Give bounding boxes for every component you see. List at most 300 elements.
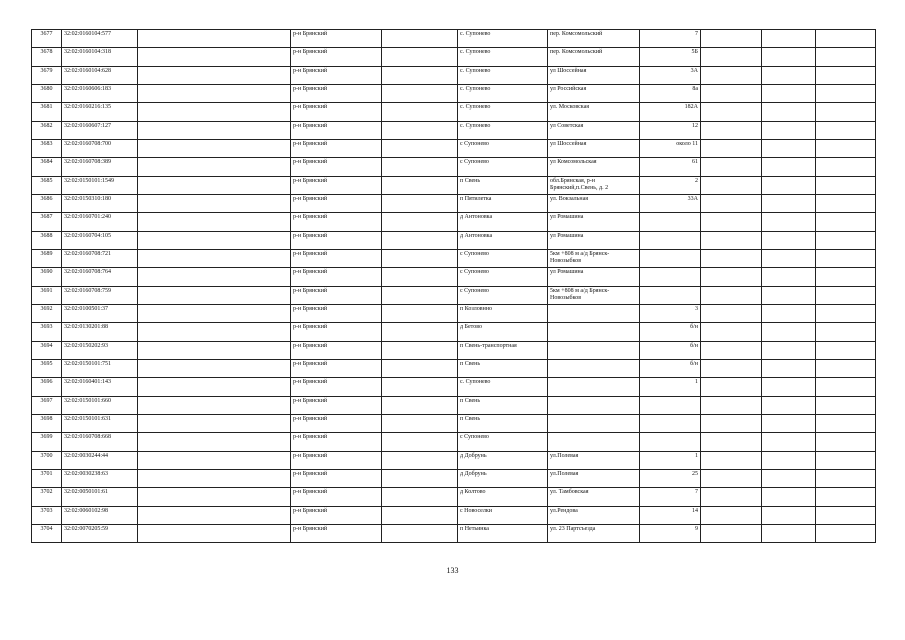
cell-district: р-н Брянский <box>291 507 382 525</box>
cell-cadastral-number: 32:02:0160104:628 <box>62 67 138 85</box>
cell-empty <box>138 48 291 67</box>
cell-house: 12 <box>640 122 701 140</box>
cell-empty <box>816 397 876 415</box>
cell-empty <box>382 85 458 103</box>
cell-empty <box>701 525 762 543</box>
cell-street <box>548 433 640 452</box>
cell-number: 3687 <box>32 213 62 232</box>
cell-empty <box>382 415 458 433</box>
table-row <box>32 103 876 122</box>
table-row <box>32 415 876 433</box>
cell-empty <box>382 323 458 342</box>
cell-cadastral-number: 32:02:0160708:668 <box>62 433 138 452</box>
cell-empty <box>701 452 762 470</box>
cell-number: 3698 <box>32 415 62 433</box>
cell-empty <box>138 250 291 268</box>
cell-house <box>640 213 701 232</box>
cell-number: 3697 <box>32 397 62 415</box>
cell-empty <box>762 287 816 305</box>
cell-empty <box>762 122 816 140</box>
cell-district: р-н Брянский <box>291 305 382 323</box>
cell-cadastral-number: 32:02:0150101:660 <box>62 397 138 415</box>
cell-cadastral-number: 32:02:0160708:759 <box>62 287 138 305</box>
cell-locality: п Свень-транспортная <box>458 342 548 360</box>
cell-locality: д Добрунь <box>458 470 548 488</box>
cell-district: р-н Брянский <box>291 67 382 85</box>
cell-empty <box>701 30 762 48</box>
cell-house <box>640 232 701 250</box>
cell-empty <box>382 232 458 250</box>
cell-house: 3 <box>640 305 701 323</box>
cell-empty <box>816 213 876 232</box>
cell-number: 3685 <box>32 177 62 195</box>
cell-cadastral-number: 32:02:0160708:700 <box>62 140 138 158</box>
cell-empty <box>701 48 762 67</box>
cell-empty <box>701 67 762 85</box>
cell-cadastral-number: 32:02:0160701:240 <box>62 213 138 232</box>
cell-empty <box>138 67 291 85</box>
cell-number: 3692 <box>32 305 62 323</box>
cell-empty <box>701 287 762 305</box>
cell-empty <box>701 305 762 323</box>
cell-empty <box>701 433 762 452</box>
cell-empty <box>138 195 291 213</box>
cell-house: 61 <box>640 158 701 177</box>
cell-empty <box>138 213 291 232</box>
cell-number: 3677 <box>32 30 62 48</box>
cell-empty <box>816 360 876 378</box>
cell-street: 5км +808 м а/д Брянск-Новозыбков <box>548 250 640 268</box>
cell-empty <box>701 250 762 268</box>
cell-number: 3684 <box>32 158 62 177</box>
cell-number: 3696 <box>32 378 62 397</box>
cell-locality: п Пятилетка <box>458 195 548 213</box>
cell-number: 3703 <box>32 507 62 525</box>
cell-empty <box>382 140 458 158</box>
cell-house <box>640 287 701 305</box>
cell-cadastral-number: 32:02:0160104:577 <box>62 30 138 48</box>
cell-empty <box>816 67 876 85</box>
cell-empty <box>701 122 762 140</box>
cell-empty <box>382 177 458 195</box>
table-row <box>32 232 876 250</box>
cell-empty <box>138 452 291 470</box>
table-body <box>32 30 876 543</box>
table-row <box>32 323 876 342</box>
cell-street: ул.Полевая <box>548 452 640 470</box>
cell-empty <box>138 305 291 323</box>
cell-empty <box>762 342 816 360</box>
cell-empty <box>816 30 876 48</box>
table-row <box>32 525 876 543</box>
cell-house <box>640 433 701 452</box>
cell-number: 3695 <box>32 360 62 378</box>
cell-locality: д Антоновка <box>458 213 548 232</box>
cell-number: 3680 <box>32 85 62 103</box>
cell-number: 3700 <box>32 452 62 470</box>
cell-number: 3691 <box>32 287 62 305</box>
cell-empty <box>138 525 291 543</box>
cell-empty <box>138 397 291 415</box>
cell-street <box>548 323 640 342</box>
cell-empty <box>701 158 762 177</box>
cell-house: 5Б <box>640 48 701 67</box>
table-row <box>32 268 876 287</box>
cell-empty <box>701 232 762 250</box>
cell-empty <box>701 488 762 507</box>
cell-empty <box>816 177 876 195</box>
table-row <box>32 158 876 177</box>
cell-cadastral-number: 32:02:0150101:751 <box>62 360 138 378</box>
cell-house: б/н <box>640 360 701 378</box>
cell-cadastral-number: 32:02:0160704:105 <box>62 232 138 250</box>
cell-street <box>548 415 640 433</box>
cell-empty <box>701 103 762 122</box>
cell-locality: п Свень <box>458 177 548 195</box>
cell-cadastral-number: 32:02:0160607:127 <box>62 122 138 140</box>
cell-empty <box>762 433 816 452</box>
cell-house: 2 <box>640 177 701 195</box>
cell-empty <box>816 232 876 250</box>
cell-district: р-н Брянский <box>291 122 382 140</box>
cell-number: 3694 <box>32 342 62 360</box>
cell-empty <box>382 470 458 488</box>
cell-cadastral-number: 32:02:0160216:135 <box>62 103 138 122</box>
cell-empty <box>382 250 458 268</box>
cell-empty <box>816 268 876 287</box>
cell-cadastral-number: 32:02:0130201:88 <box>62 323 138 342</box>
cell-district: р-н Брянский <box>291 470 382 488</box>
cell-empty <box>382 305 458 323</box>
table-row <box>32 67 876 85</box>
cell-street: ул Ромашина <box>548 213 640 232</box>
cell-district: р-н Брянский <box>291 158 382 177</box>
cell-empty <box>762 158 816 177</box>
cell-district: р-н Брянский <box>291 250 382 268</box>
cell-district: р-н Брянский <box>291 433 382 452</box>
cell-district: р-н Брянский <box>291 195 382 213</box>
cell-empty <box>816 305 876 323</box>
cell-number: 3704 <box>32 525 62 543</box>
cell-number: 3689 <box>32 250 62 268</box>
cell-district: р-н Брянский <box>291 232 382 250</box>
cell-empty <box>138 507 291 525</box>
cell-district: р-н Брянский <box>291 360 382 378</box>
cell-house: 14 <box>640 507 701 525</box>
cell-street: ул Ромашина <box>548 232 640 250</box>
cell-empty <box>701 177 762 195</box>
cell-house: 8а <box>640 85 701 103</box>
cell-locality: д Бетово <box>458 323 548 342</box>
cell-empty <box>762 452 816 470</box>
cell-empty <box>382 287 458 305</box>
cell-empty <box>816 195 876 213</box>
table-row <box>32 470 876 488</box>
cell-empty <box>816 507 876 525</box>
cell-number: 3702 <box>32 488 62 507</box>
cell-empty <box>762 305 816 323</box>
cell-locality: п Свень <box>458 360 548 378</box>
cell-locality: с. Супонево <box>458 103 548 122</box>
cell-street: ул Советская <box>548 122 640 140</box>
cell-locality: с Супонево <box>458 140 548 158</box>
cell-empty <box>762 232 816 250</box>
cell-empty <box>138 470 291 488</box>
cell-empty <box>138 323 291 342</box>
cell-empty <box>762 525 816 543</box>
cell-street <box>548 360 640 378</box>
cell-street <box>548 397 640 415</box>
cell-locality: с. Супонево <box>458 30 548 48</box>
cell-cadastral-number: 32:02:0160708:764 <box>62 268 138 287</box>
cell-district: р-н Брянский <box>291 397 382 415</box>
cell-empty <box>382 67 458 85</box>
cell-number: 3682 <box>32 122 62 140</box>
cell-empty <box>701 140 762 158</box>
cell-number: 3686 <box>32 195 62 213</box>
cell-house: 1 <box>640 452 701 470</box>
cell-street: ул Шоссейная <box>548 140 640 158</box>
cell-empty <box>762 323 816 342</box>
cell-locality: д Добрунь <box>458 452 548 470</box>
cell-empty <box>138 433 291 452</box>
cell-empty <box>762 30 816 48</box>
table-row <box>32 305 876 323</box>
cell-empty <box>382 397 458 415</box>
cell-empty <box>762 378 816 397</box>
cell-empty <box>138 85 291 103</box>
table-row <box>32 250 876 268</box>
cell-district: р-н Брянский <box>291 323 382 342</box>
cell-district: р-н Брянский <box>291 378 382 397</box>
cell-locality: п Свень <box>458 415 548 433</box>
table-row <box>32 452 876 470</box>
cell-empty <box>762 85 816 103</box>
cell-locality: с Супонево <box>458 158 548 177</box>
cell-empty <box>138 360 291 378</box>
cell-empty <box>816 323 876 342</box>
cell-street <box>548 305 640 323</box>
cell-street: ул Шоссейная <box>548 67 640 85</box>
cell-street: 5км +808 м а/д Брянск-Новозыбков <box>548 287 640 305</box>
cell-street: ул. 23 Партсъезда <box>548 525 640 543</box>
cell-empty <box>701 397 762 415</box>
cell-empty <box>701 360 762 378</box>
cell-empty <box>382 158 458 177</box>
cell-empty <box>762 67 816 85</box>
table-row <box>32 488 876 507</box>
cell-empty <box>701 268 762 287</box>
cell-empty <box>138 488 291 507</box>
cell-empty <box>762 177 816 195</box>
cell-number: 3688 <box>32 232 62 250</box>
cell-locality: п Козловнно <box>458 305 548 323</box>
cell-house: 3А <box>640 67 701 85</box>
cell-empty <box>762 507 816 525</box>
table-row <box>32 213 876 232</box>
cell-cadastral-number: 32:02:0100501:37 <box>62 305 138 323</box>
cell-cadastral-number: 32:02:0150101:1549 <box>62 177 138 195</box>
cell-district: р-н Брянский <box>291 213 382 232</box>
cell-empty <box>762 195 816 213</box>
cell-cadastral-number: 32:02:0160104:318 <box>62 48 138 67</box>
cell-street: пер. Комсомольский <box>548 30 640 48</box>
cell-street: пер. Комсомольский <box>548 48 640 67</box>
cell-locality: д Колтово <box>458 488 548 507</box>
cell-empty <box>138 232 291 250</box>
cell-number: 3679 <box>32 67 62 85</box>
cell-locality: с. Супонево <box>458 67 548 85</box>
cell-cadastral-number: 32:02:0160708:721 <box>62 250 138 268</box>
cell-house: б/н <box>640 342 701 360</box>
cell-empty <box>382 342 458 360</box>
page-number: 133 <box>446 566 459 575</box>
cell-empty <box>138 342 291 360</box>
cell-house <box>640 268 701 287</box>
cell-cadastral-number: 32:02:0160401:143 <box>62 378 138 397</box>
cell-district: р-н Брянский <box>291 103 382 122</box>
table-row <box>32 30 876 48</box>
cell-house: б/н <box>640 323 701 342</box>
table-row <box>32 195 876 213</box>
cell-empty <box>138 122 291 140</box>
cell-empty <box>382 488 458 507</box>
cell-empty <box>762 415 816 433</box>
cell-empty <box>701 378 762 397</box>
cell-empty <box>382 433 458 452</box>
cell-empty <box>138 268 291 287</box>
cell-cadastral-number: 32:02:0160708:389 <box>62 158 138 177</box>
cell-empty <box>762 488 816 507</box>
cell-empty <box>701 342 762 360</box>
cell-street <box>548 342 640 360</box>
cell-cadastral-number: 32:02:0060102:98 <box>62 507 138 525</box>
cell-street: ул Российская <box>548 85 640 103</box>
cell-locality: с. Супонево <box>458 378 548 397</box>
cell-district: р-н Брянский <box>291 85 382 103</box>
property-register-table <box>31 29 876 543</box>
cell-locality: с Супонево <box>458 250 548 268</box>
cell-number: 3693 <box>32 323 62 342</box>
cell-empty <box>701 470 762 488</box>
cell-empty <box>701 85 762 103</box>
cell-empty <box>816 488 876 507</box>
cell-empty <box>382 378 458 397</box>
cell-number: 3678 <box>32 48 62 67</box>
cell-empty <box>816 452 876 470</box>
cell-street: ул. Московская <box>548 103 640 122</box>
cell-locality: с. Супонево <box>458 48 548 67</box>
cell-number: 3683 <box>32 140 62 158</box>
cell-number: 3701 <box>32 470 62 488</box>
cell-house: 7 <box>640 30 701 48</box>
cell-cadastral-number: 32:02:0150101:631 <box>62 415 138 433</box>
cell-house <box>640 250 701 268</box>
cell-empty <box>816 122 876 140</box>
table-row <box>32 397 876 415</box>
cell-cadastral-number: 32:02:0150310:180 <box>62 195 138 213</box>
cell-house: 182А <box>640 103 701 122</box>
cell-house: 9 <box>640 525 701 543</box>
cell-empty <box>382 268 458 287</box>
cell-cadastral-number: 32:02:0030244:44 <box>62 452 138 470</box>
cell-empty <box>382 452 458 470</box>
cell-district: р-н Брянский <box>291 525 382 543</box>
cell-empty <box>762 360 816 378</box>
cell-empty <box>138 103 291 122</box>
cell-district: р-н Брянский <box>291 48 382 67</box>
cell-district: р-н Брянский <box>291 488 382 507</box>
cell-district: р-н Брянский <box>291 342 382 360</box>
table-row <box>32 85 876 103</box>
cell-number: 3681 <box>32 103 62 122</box>
cell-street: ул Комсомольская <box>548 158 640 177</box>
cell-cadastral-number: 32:02:0030238:63 <box>62 470 138 488</box>
cell-district: р-н Брянский <box>291 287 382 305</box>
cell-locality: с Новоселки <box>458 507 548 525</box>
cell-empty <box>816 433 876 452</box>
cell-empty <box>138 177 291 195</box>
cell-street: ул.Полевая <box>548 470 640 488</box>
cell-cadastral-number: 32:02:0150202:93 <box>62 342 138 360</box>
cell-empty <box>762 213 816 232</box>
table-row <box>32 378 876 397</box>
table-row <box>32 140 876 158</box>
cell-locality: с Супонево <box>458 433 548 452</box>
cell-empty <box>382 30 458 48</box>
cell-cadastral-number: 32:02:0160606:183 <box>62 85 138 103</box>
cell-empty <box>816 415 876 433</box>
cell-empty <box>816 48 876 67</box>
cell-empty <box>816 250 876 268</box>
table-row <box>32 48 876 67</box>
cell-district: р-н Брянский <box>291 415 382 433</box>
cell-locality: с Супонево <box>458 268 548 287</box>
cell-empty <box>816 525 876 543</box>
cell-empty <box>382 360 458 378</box>
cell-empty <box>382 48 458 67</box>
cell-empty <box>138 415 291 433</box>
cell-locality: п Нетьинка <box>458 525 548 543</box>
table-row <box>32 122 876 140</box>
cell-empty <box>816 158 876 177</box>
cell-house: 7 <box>640 488 701 507</box>
table-row <box>32 360 876 378</box>
cell-district: р-н Брянский <box>291 177 382 195</box>
table-row <box>32 433 876 452</box>
cell-empty <box>762 48 816 67</box>
cell-empty <box>138 378 291 397</box>
cell-street: ул.Рендова <box>548 507 640 525</box>
cell-empty <box>762 397 816 415</box>
cell-empty <box>816 85 876 103</box>
cell-empty <box>382 525 458 543</box>
cell-empty <box>138 287 291 305</box>
cell-locality: п Свень <box>458 397 548 415</box>
cell-house: 33А <box>640 195 701 213</box>
cell-empty <box>382 195 458 213</box>
table-row <box>32 342 876 360</box>
cell-house: около 11 <box>640 140 701 158</box>
cell-empty <box>816 378 876 397</box>
cell-locality: с. Супонево <box>458 122 548 140</box>
cell-street: ул. Вокзальная <box>548 195 640 213</box>
cell-house <box>640 397 701 415</box>
cell-empty <box>138 140 291 158</box>
cell-district: р-н Брянский <box>291 452 382 470</box>
cell-street: обл.Брянская, р-н Брянский,п.Свень, д. 2 <box>548 177 640 195</box>
cell-empty <box>762 470 816 488</box>
